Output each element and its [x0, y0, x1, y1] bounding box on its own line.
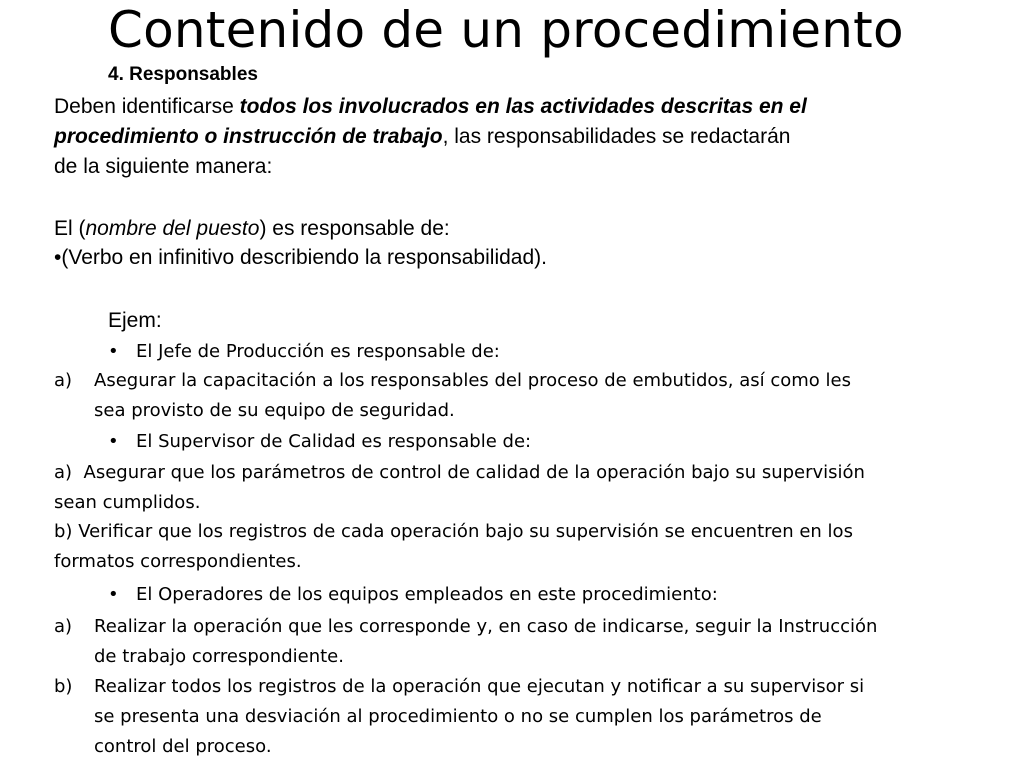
- intro-line-3: de la siguiente manera:: [54, 155, 273, 178]
- template-block: [54, 214, 547, 272]
- bullet-icon: •: [108, 431, 119, 452]
- list-item-a: [54, 366, 851, 426]
- role-title: El Jefe de Producción es responsable de:: [136, 341, 500, 362]
- slide-title: Contenido de un procedimiento: [108, 1, 904, 59]
- bullet-icon: •: [108, 341, 119, 362]
- item-line: Asegurar la capacitación a los responsables del proceso de embutidos, así como les: [94, 370, 851, 391]
- template-bullet: •(Verbo en infinitivo describiendo la responsabilidad).: [54, 246, 547, 269]
- intro-line-1: [54, 92, 807, 122]
- intro-line-2: [54, 122, 807, 152]
- list-marker: a): [54, 462, 73, 483]
- list-marker: a): [54, 616, 73, 637]
- item-line: formatos correspondientes.: [54, 551, 302, 572]
- intro-emphasis-1: todos los involucrados en las actividades descritas en el: [239, 95, 807, 118]
- item-line: se presenta una desviación al procedimiento o no se cumplen los parámetros de: [94, 706, 822, 727]
- template-placeholder: nombre del puesto: [85, 217, 260, 240]
- template-prefix: El (: [54, 217, 86, 240]
- list-marker: b): [54, 676, 73, 697]
- role-title: El Supervisor de Calidad es responsable de:: [136, 431, 532, 452]
- section-heading: 4. Responsables: [108, 64, 258, 85]
- list-item-a: [54, 612, 877, 672]
- list-item-b: [54, 517, 853, 577]
- intro-text-before: Deben identificarse: [54, 95, 240, 118]
- item-line: sea provisto de su equipo de seguridad.: [94, 400, 455, 421]
- role-title: El Operadores de los equipos empleados en este procedimiento:: [136, 584, 718, 605]
- bullet-icon: •: [108, 584, 119, 605]
- item-line: control del proceso.: [94, 736, 272, 757]
- intro-emphasis-2: procedimiento o instrucción de trabajo: [54, 125, 443, 148]
- list-marker: a): [54, 370, 73, 391]
- item-line: Asegurar que los parámetros de control de calidad de la operación bajo su supervisión: [83, 462, 865, 483]
- item-line: Realizar la operación que les corresponde y, en caso de indicarse, seguir la Instrucción: [94, 616, 878, 637]
- list-item-a: [54, 458, 865, 518]
- intro-text-after-1: , las responsabilidades se redactarán: [442, 125, 791, 148]
- item-line: Verificar que los registros de cada operación bajo su supervisión se encuentren en los: [78, 521, 853, 542]
- intro-paragraph: [54, 92, 807, 182]
- item-line: de trabajo correspondiente.: [94, 646, 344, 667]
- list-marker: b): [54, 521, 73, 542]
- item-line: Realizar todos los registros de la operación que ejecutan y notificar a su supervisor si: [94, 676, 865, 697]
- item-line: sean cumplidos.: [54, 492, 201, 513]
- template-line: [54, 214, 547, 243]
- example-label: Ejem:: [108, 309, 162, 332]
- template-suffix: ) es responsable de:: [259, 217, 450, 240]
- list-item-b: [54, 672, 864, 762]
